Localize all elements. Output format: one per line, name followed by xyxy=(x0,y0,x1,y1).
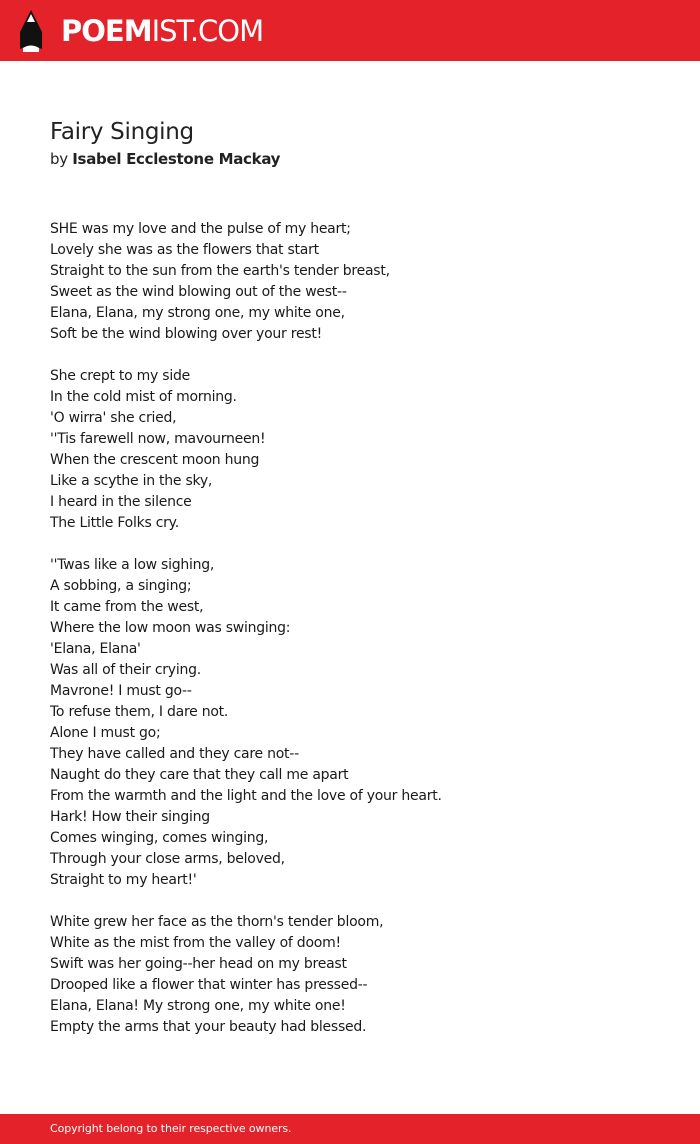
site-logo-text xyxy=(61,13,263,49)
poem-line: I heard in the silence xyxy=(50,494,192,510)
poem-line: 'Elana, Elana' xyxy=(50,641,141,657)
poem-line: They have called and they care not-- xyxy=(50,746,299,762)
poem-line: From the warmth and the light and the love of your heart. xyxy=(50,788,442,804)
poem-line: Mavrone! I must go-- xyxy=(50,683,192,699)
poem-line: Straight to the sun from the earth's tender breast, xyxy=(50,263,390,279)
poem-line: The Little Folks cry. xyxy=(50,515,179,531)
poem-line: Where the low moon was swinging: xyxy=(50,620,291,636)
poem-line: Through your close arms, beloved, xyxy=(50,851,285,867)
poem-line: Like a scythe in the sky, xyxy=(50,473,213,489)
byline-label: by xyxy=(50,150,68,168)
poem-title: Fairy Singing xyxy=(50,119,194,145)
poem-line: Hark! How their singing xyxy=(50,809,210,825)
poem-line: Drooped like a flower that winter has pressed-- xyxy=(50,977,368,993)
poem-line: It came from the west, xyxy=(50,599,204,615)
poem-line: ''Tis farewell now, mavourneen! xyxy=(50,431,266,447)
poem-stanza xyxy=(50,555,670,891)
poem-line: 'O wirra' she cried, xyxy=(50,410,177,426)
site-footer xyxy=(0,1114,700,1144)
poem-line: In the cold mist of morning. xyxy=(50,389,237,405)
poem-line: Soft be the wind blowing over your rest! xyxy=(50,326,322,342)
poem-line: A sobbing, a singing; xyxy=(50,578,192,594)
poem-line: She crept to my side xyxy=(50,368,190,384)
logo-text-bold: POEM xyxy=(61,14,152,48)
poem-line: Sweet as the wind blowing out of the west-- xyxy=(50,284,347,300)
poem-byline xyxy=(50,149,280,169)
poem-line: Elana, Elana! My strong one, my white one! xyxy=(50,998,346,1014)
poem-line: Straight to my heart!' xyxy=(50,872,197,888)
poem-stanza xyxy=(50,912,670,1038)
poem-line: Alone I must go; xyxy=(50,725,161,741)
copyright-text: Copyright belong to their respective owners. xyxy=(50,1122,292,1135)
poem-line: Elana, Elana, my strong one, my white one, xyxy=(50,305,345,321)
poem-line: When the crescent moon hung xyxy=(50,452,260,468)
poem-stanza xyxy=(50,366,670,534)
poem-body xyxy=(50,219,670,1059)
poem-line: Comes winging, comes winging, xyxy=(50,830,269,846)
poem-line: White grew her face as the thorn's tender bloom, xyxy=(50,914,384,930)
poem-line: Was all of their crying. xyxy=(50,662,201,678)
poem-line: SHE was my love and the pulse of my heart; xyxy=(50,221,351,237)
pencil-tip-icon xyxy=(18,9,44,53)
logo-text-light: IST.COM xyxy=(151,14,264,48)
poem-line: Swift was her going--her head on my breast xyxy=(50,956,347,972)
site-header xyxy=(0,0,700,61)
poem-line: White as the mist from the valley of doom! xyxy=(50,935,341,951)
poem-line: Naught do they care that they call me apart xyxy=(50,767,349,783)
poem-line: To refuse them, I dare not. xyxy=(50,704,229,720)
poem-line: Lovely she was as the flowers that start xyxy=(50,242,319,258)
poem-line: ''Twas like a low sighing, xyxy=(50,557,215,573)
poem-stanza xyxy=(50,219,670,345)
author-name: Isabel Ecclestone Mackay xyxy=(72,150,281,168)
poem-line: Empty the arms that your beauty had blessed. xyxy=(50,1019,367,1035)
